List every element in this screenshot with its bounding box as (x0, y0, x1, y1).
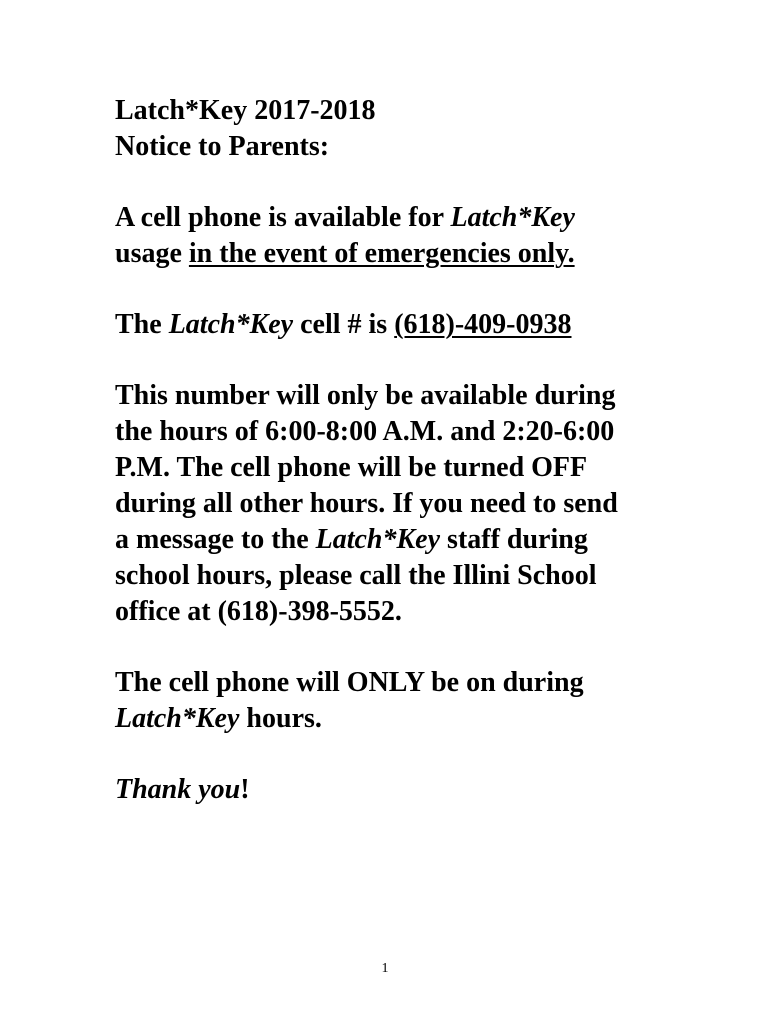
page-number: 1 (381, 961, 389, 976)
hours-line-5 (115, 522, 675, 558)
closing-line (115, 772, 675, 808)
hours-line-6: school hours, please call the Illini School (115, 560, 597, 591)
notice-header (115, 93, 675, 165)
availability-paragraph (115, 200, 675, 272)
notice-subtitle: Notice to Parents: (115, 131, 330, 162)
program-name: Latch*Key (450, 202, 575, 233)
availability-text: A cell phone is available for (115, 202, 451, 233)
only-on-line-1: The cell phone will ONLY be on during (115, 667, 584, 698)
exclamation: ! (240, 774, 250, 805)
program-name: Latch*Key (168, 309, 294, 340)
hours-line-2: the hours of 6:00-8:00 A.M. and 2:20-6:00 (115, 416, 615, 447)
availability-line-1 (115, 200, 675, 236)
hours-line-4: during all other hours. If you need to send (115, 488, 618, 519)
program-name: Latch*Key (315, 524, 441, 555)
notice-body (115, 93, 675, 843)
cell-number-prefix: The (115, 309, 169, 340)
notice-title: Latch*Key 2017-2018 (115, 95, 376, 126)
cell-number-line (115, 307, 675, 343)
cell-phone-number: (618)-409-0938 (394, 309, 572, 340)
thank-you: Thank you (115, 774, 241, 805)
cell-number-middle: cell # is (293, 309, 395, 340)
cell-number-paragraph (115, 307, 675, 343)
only-on-paragraph (115, 665, 675, 737)
school-office-number: office at (618)-398-5552. (115, 596, 402, 627)
message-prefix: a message to the (115, 524, 316, 555)
usage-text: usage (115, 238, 189, 269)
closing-paragraph (115, 772, 675, 808)
hours-paragraph (115, 378, 675, 630)
only-on-line-2 (115, 701, 675, 737)
message-suffix: staff during (440, 524, 588, 555)
hours-line-3: P.M. The cell phone will be turned OFF (115, 452, 588, 483)
availability-line-2 (115, 236, 675, 272)
program-name: Latch*Key (115, 703, 240, 734)
emergency-emphasis: in the event of emergencies only. (188, 238, 575, 269)
hours-suffix: hours. (239, 703, 322, 734)
hours-line-1: This number will only be available during (115, 380, 616, 411)
